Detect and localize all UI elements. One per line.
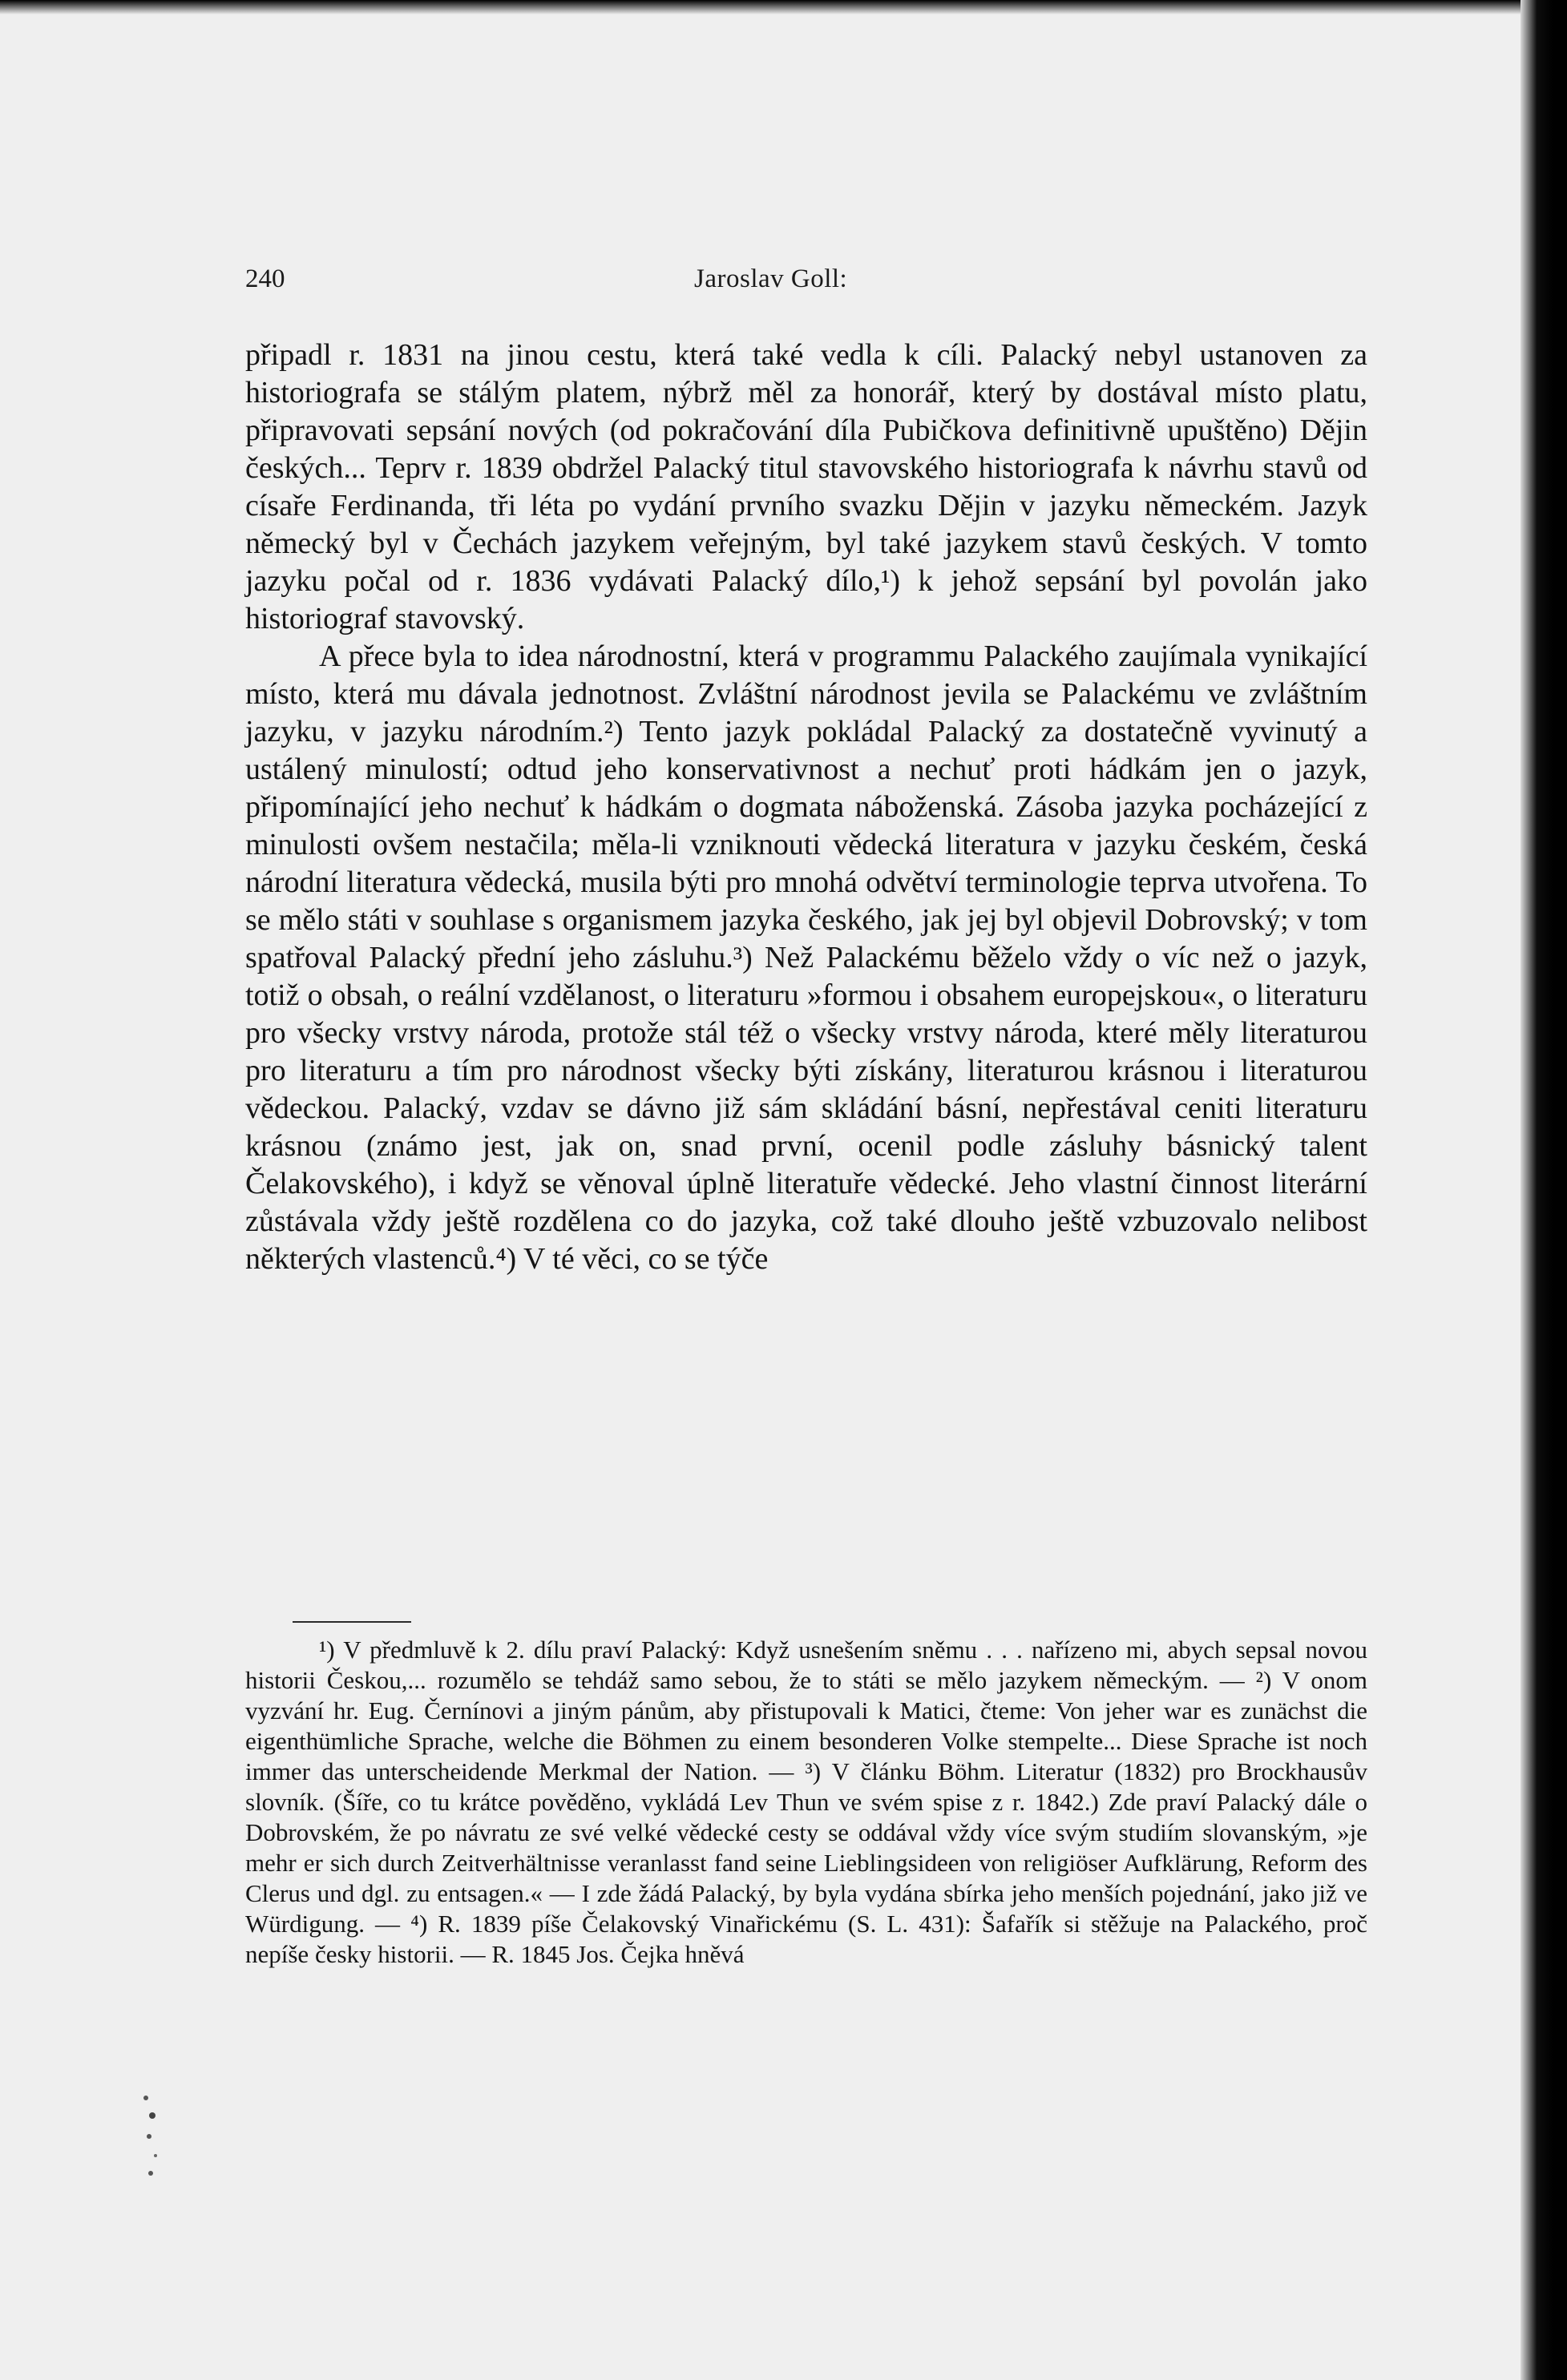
main-text — [245, 337, 1367, 1278]
footnote-separator — [293, 1621, 411, 1623]
paragraph: připadl r. 1831 na jinou cestu, která také vedla k cíli. Palacký nebyl ustanoven za historiografa se stálým platem, nýbrž měl za honorář, který by dostával místo platu, připravovati sepsání nových (od pokračování díla Pubičkova definitivně upuštěno) Dějin českých... Teprv r. 1839 obdržel Palacký titul stavovského historiografa k návrhu stavů od císaře Ferdinanda, tři léta po vydání prvního svazku Dějin v jazyku německém. Jazyk německý byl v Čechách jazykem veřejným, byl také jazykem stavů českých. V tomto jazyku počal od r. 1836 vydávati Palacký dílo,¹) k jehož sepsání byl povolán jako historiograf stavovský. — [245, 338, 1367, 635]
page-number: 240 — [245, 264, 285, 293]
running-head: Jaroslav Goll: — [694, 264, 848, 293]
footnotes — [245, 1635, 1367, 1970]
scan-top-edge — [0, 0, 1567, 14]
paragraph: A přece byla to idea národnostní, která v programmu Palackého zaujímala vynikající místo, která mu dávala jednotnost. Zvláštní národnost jevila se Palackému ve zvláštním jazyku, v jazyku národním.²) Tento jazyk pokládal Palacký za dostatečně vyvinutý a ustálený minulostí; odtud jeho konservativnost a nechuť proti hádkám jen o jazyk, připomínající jeho nechuť k hádkám o dogmata náboženská. Zásoba jazyka pocházející z minulosti ovšem nestačila; měla-li vzniknouti vědecká literatura v jazyku českém, česká národní literatura vědecká, musila býti pro mnohá odvětví terminologie teprva utvořena. To se mělo státi v souhlase s organismem jazyka českého, jak jej byl objevil Dobrovský; v tom spatřoval Palacký přední jeho zásluhu.³) Než Palackému běželo vždy o víc než o jazyk, totiž o obsah, o reální vzdělanost, o literaturu »formou i obsahem europejskou«, o literaturu pro všecky vrstvy národa, protože stál též o všecky vrstvy národa, které měly literaturou pro literaturu a tím pro národnost všecky býti získány, literaturou krásnou i literaturou vědeckou. Palacký, vzdav se dávno již sám skládání básní, nepřestával ceniti literaturu krásnou (známo jest, jak on, snad první, ocenil podle zásluhy básnický talent Čelakovského), i když se věnoval úplně literatuře vědecké. Jeho vlastní činnost literární zůstávala vždy ještě rozdělena co do jazyka, což také dlouho ještě vzbuzovalo nelibost některých vlastenců.⁴) V té věci, co se týče — [245, 639, 1367, 1276]
footnote-text: ¹) V předmluvě k 2. dílu praví Palacký: Když usnešením sněmu . . . nařízeno mi, abych sepsal novou historii Českou,... rozumělo se tehdáž samo sebou, že to státi se mělo jazykem německým. — ²) V onom vyzvání hr. Eug. Černínovi a jiným pánům, aby přistupovali k Matici, čteme: Von jeher war es zunächst die eigenthümliche Sprache, welche die Böhmen zu einem besonderen Volke stempelte... Diese Sprache ist noch immer das unterscheidende Merkmal der Nation. — ³) V článku Böhm. Literatur (1832) pro Brockhausův slovník. (Šíře, co tu krátce pověděno, vykládá Lev Thun ve svém spise z r. 1842.) Zde praví Palacký dále o Dobrovském, že po návratu ze své velké vědecké cesty se oddával vždy více svým studiím slovanským, »je mehr er sich durch Zeitverhältnisse veranlasst fand seine Lieblingsideen von religiöser Aufklärung, Reform des Clerus und dgl. zu entsagen.« — I zde žádá Palacký, by byla vydána sbírka jeho menších pojednání, jako již ve Würdigung. — ⁴) R. 1839 píše Čelakovský Vinařickému (S. L. 431): Šafařík si stěžuje na Palackého, proč nepíše česky historii. — R. 1845 Jos. Čejka hněvá — [245, 1636, 1367, 1968]
page-header — [245, 264, 1367, 306]
scan-right-edge — [1521, 0, 1567, 2380]
scan-specks — [128, 2084, 176, 2188]
